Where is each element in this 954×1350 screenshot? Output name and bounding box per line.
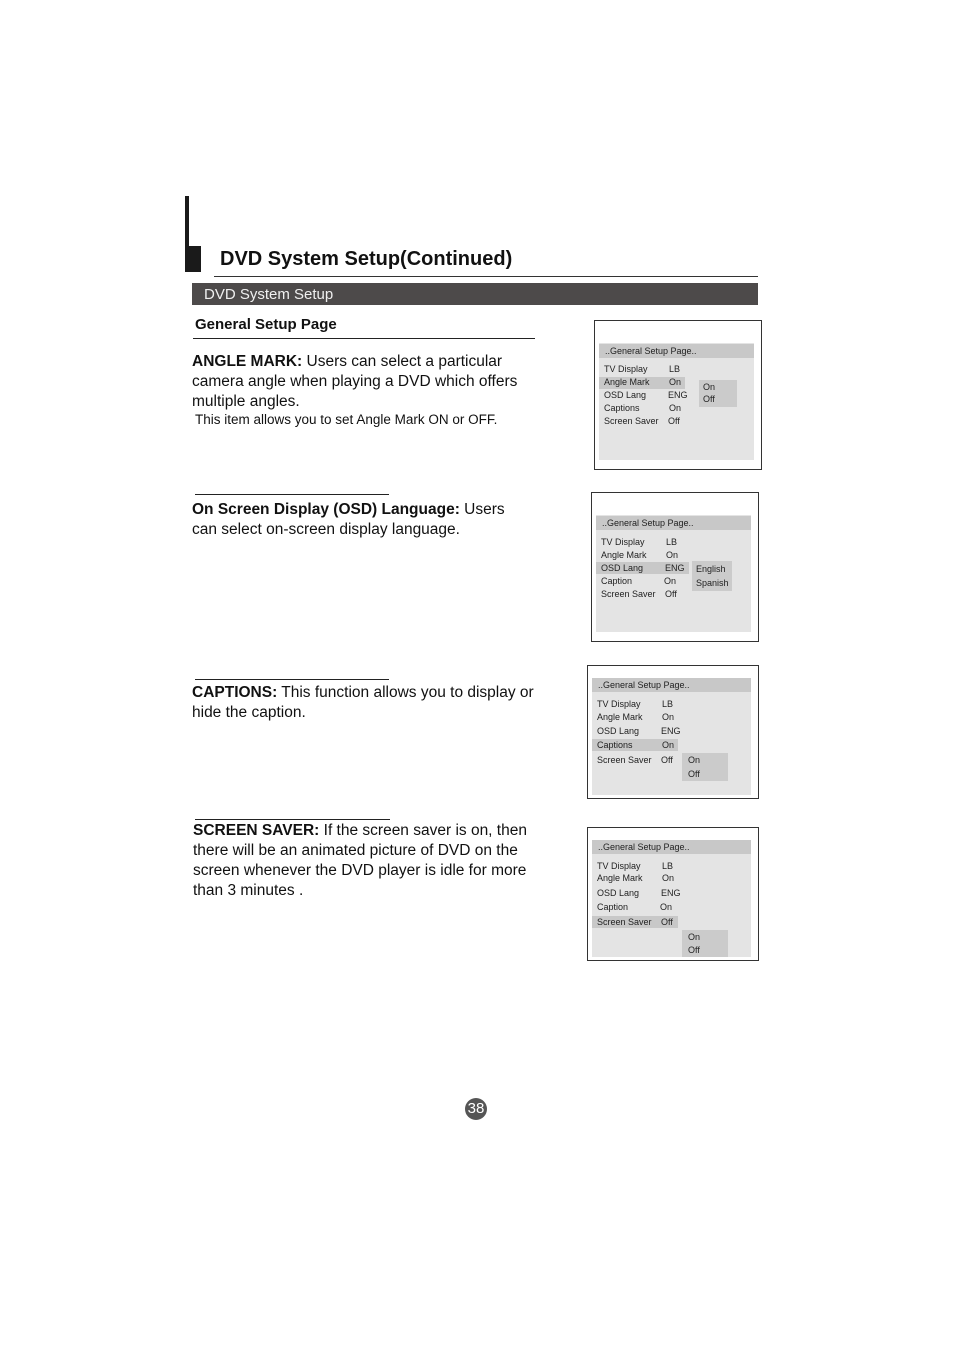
menu-screenshot-captions bbox=[587, 665, 759, 799]
menu-row: Screen Saver Off bbox=[601, 589, 677, 599]
menu-row: Screen Saver Off bbox=[604, 416, 680, 426]
screen-saver-paragraph bbox=[193, 821, 553, 901]
angle-mark-line3: multiple angles. bbox=[192, 393, 300, 410]
section-title: DVD System Setup bbox=[204, 286, 334, 303]
captions-line1: This function allows you to display or bbox=[277, 684, 534, 701]
osd-rule bbox=[195, 494, 389, 495]
menu-row-selected: Angle Mark On bbox=[604, 377, 682, 387]
angle-mark-note: This item allows you to set Angle Mark ON or OFF. bbox=[195, 412, 498, 427]
menu-option: English bbox=[696, 564, 726, 574]
title-rule bbox=[214, 276, 758, 277]
menu-row: OSD Lang ENG bbox=[604, 390, 688, 400]
screen-saver-term: SCREEN SAVER: bbox=[193, 822, 320, 839]
osd-term: On Screen Display (OSD) Language: bbox=[192, 501, 460, 518]
screen-saver-line4: than 3 minutes . bbox=[193, 882, 304, 899]
angle-mark-term: ANGLE MARK: bbox=[192, 353, 303, 370]
page-number: 38 bbox=[465, 1098, 487, 1120]
screen-saver-line1: If the screen saver is on, then bbox=[319, 822, 527, 839]
osd-line1: Users bbox=[459, 501, 505, 518]
menu-option: Off bbox=[703, 394, 715, 404]
menu-row-selected: OSD Lang ENG bbox=[601, 563, 685, 573]
menu-row: Caption On bbox=[601, 576, 677, 586]
menu-options-popup bbox=[699, 380, 737, 407]
captions-paragraph bbox=[192, 683, 552, 723]
angle-mark-line2: camera angle when playing a DVD which offers bbox=[192, 373, 518, 390]
captions-rule bbox=[195, 679, 389, 680]
menu-option: Off bbox=[688, 945, 700, 955]
menu-row: Screen Saver Off bbox=[597, 755, 673, 765]
subheading-rule bbox=[193, 338, 535, 339]
menu-screenshot-osd-lang bbox=[591, 492, 759, 642]
osd-line2: can select on-screen display language. bbox=[192, 521, 460, 538]
screen-saver-line3: screen whenever the DVD player is idle for more bbox=[193, 862, 527, 879]
menu-screenshot-angle-mark bbox=[594, 320, 762, 470]
menu-screenshot-screen-saver bbox=[587, 827, 759, 961]
menu-row: TV Display LB bbox=[604, 364, 681, 374]
osd-paragraph bbox=[192, 500, 542, 540]
section-bar bbox=[192, 283, 758, 305]
menu-row: Angle Mark On bbox=[597, 873, 675, 883]
menu-row-selected: Captions On bbox=[597, 740, 675, 750]
angle-mark-paragraph bbox=[192, 352, 542, 412]
menu-header: ..General Setup Page.. bbox=[599, 344, 754, 358]
captions-term: CAPTIONS: bbox=[192, 684, 278, 701]
menu-row: OSD Lang ENG bbox=[597, 726, 681, 736]
screen-saver-line2: there will be an animated picture of DVD on the bbox=[193, 842, 518, 859]
side-block-decoration bbox=[189, 246, 201, 272]
menu-row: OSD Lang ENG bbox=[597, 888, 681, 898]
menu-row: Angle Mark On bbox=[601, 550, 679, 560]
captions-line2: hide the caption. bbox=[192, 704, 306, 721]
page-title: DVD System Setup(Continued) bbox=[220, 248, 513, 270]
menu-row: Angle Mark On bbox=[597, 712, 675, 722]
menu-row-selected: Screen Saver Off bbox=[597, 917, 673, 927]
subheading: General Setup Page bbox=[195, 316, 337, 333]
menu-row: TV Display LB bbox=[601, 537, 678, 547]
menu-options-popup bbox=[682, 753, 728, 781]
menu-row: TV Display LB bbox=[597, 861, 674, 871]
menu-option: Spanish bbox=[696, 578, 729, 588]
menu-row: Captions On bbox=[604, 403, 682, 413]
menu-header: ..General Setup Page.. bbox=[596, 516, 751, 530]
angle-mark-line1: Users can select a particular bbox=[302, 353, 503, 370]
menu-option: On bbox=[703, 382, 716, 392]
menu-row: Caption On bbox=[597, 902, 673, 912]
screen-saver-rule bbox=[195, 819, 390, 820]
menu-header: ..General Setup Page.. bbox=[592, 840, 751, 854]
menu-row: TV Display LB bbox=[597, 699, 674, 709]
menu-option: On bbox=[688, 755, 701, 765]
menu-options-popup bbox=[682, 930, 728, 957]
menu-option: Off bbox=[688, 769, 700, 779]
menu-header: ..General Setup Page.. bbox=[592, 678, 751, 692]
menu-options-popup bbox=[692, 561, 732, 591]
menu-option: On bbox=[688, 932, 701, 942]
